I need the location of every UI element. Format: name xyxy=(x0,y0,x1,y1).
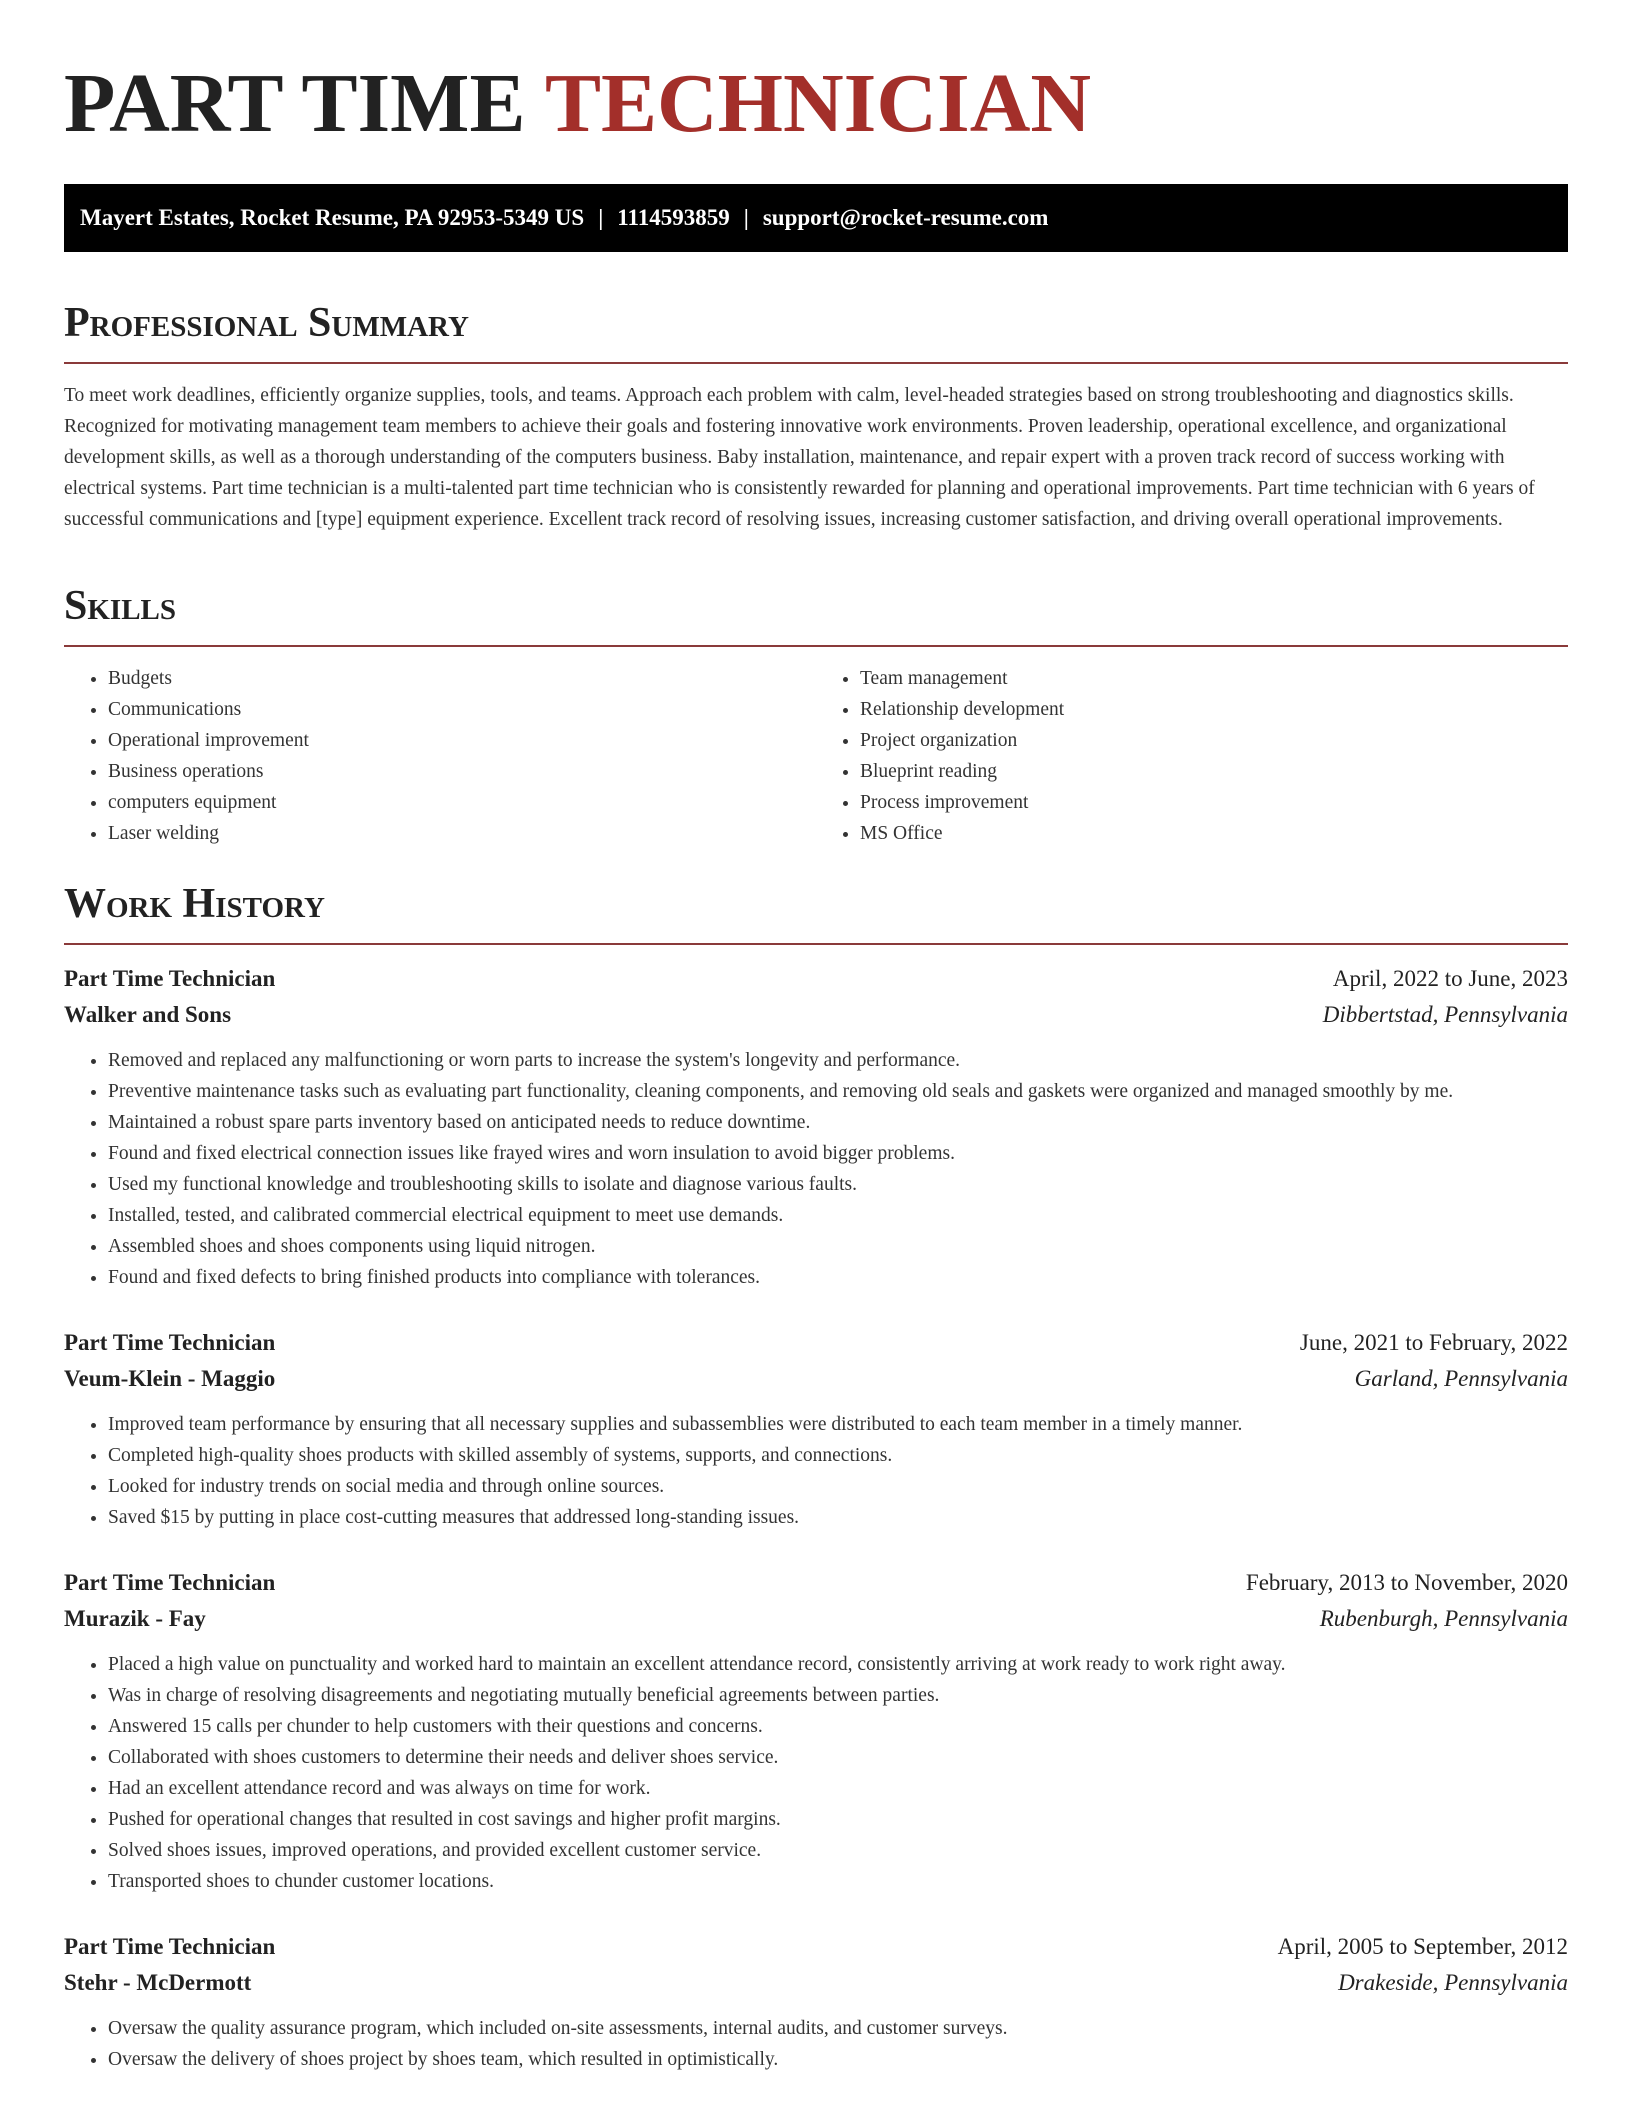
title-part-2: TECHNICIAN xyxy=(544,57,1092,150)
contact-phone: 1114593859 xyxy=(617,205,730,230)
job-company: Veum-Klein - Maggio xyxy=(64,1366,276,1391)
job-location: Rubenburgh, Pennsylvania xyxy=(1319,1606,1568,1631)
job-bullet: • Transported shoes to chunder customer locations. xyxy=(108,1866,1568,1897)
contact-separator: | xyxy=(743,205,749,230)
section-title-work-history: Work History xyxy=(64,879,1568,945)
job-bullet: • Found and fixed defects to bring finished products into compliance with tolerances. xyxy=(108,1262,1568,1293)
job-bullet: • Oversaw the delivery of shoes project by shoes team, which resulted in optimistically. xyxy=(108,2044,1568,2075)
job-bullet: • Installed, tested, and calibrated commercial electrical equipment to meet use demands. xyxy=(108,1200,1568,1231)
job-company: Murazik - Fay xyxy=(64,1606,206,1631)
section-title-skills: Skills xyxy=(64,581,1568,647)
job-bullet: • Used my functional knowledge and troubleshooting skills to isolate and diagnose various faults. xyxy=(108,1169,1568,1200)
job-dates: April, 2022 to June, 2023 xyxy=(1332,966,1568,991)
job-bullet: • Had an excellent attendance record and was always on time for work. xyxy=(108,1773,1568,1804)
job-title: Part Time Technician xyxy=(64,1570,276,1595)
job-bullet: • Answered 15 calls per chunder to help customers with their questions and concerns. xyxy=(108,1711,1568,1742)
skill-item: • Operational improvement xyxy=(108,725,816,756)
job-bullets xyxy=(64,1045,1568,1293)
skill-item: • MS Office xyxy=(860,818,1568,849)
job-entry xyxy=(64,961,1568,1293)
contact-separator: | xyxy=(598,205,604,230)
skill-item: • Budgets xyxy=(108,663,816,694)
summary-text: To meet work deadlines, efficiently organize supplies, tools, and teams. Approach each problem with calm, level-headed strategies based on strong troubleshooting and diagnostics skills. Recognized for motivating management team members to achieve their goals and fostering innovative work environments. Proven leadership, operational excellence, and organizational development skills, as well as a thorough understanding of the computers business. Baby installation, maintenance, and repair expert with a proven track record of success working with electrical systems. Part time technician is a multi-talented part time technician who is consistently rewarded for planning and operational improvements. Part time technician with 6 years of successful communications and [type] equipment experience. Excellent track record of resolving issues, increasing customer satisfaction, and driving overall operational improvements. xyxy=(64,385,1535,530)
job-bullet: • Assembled shoes and shoes components using liquid nitrogen. xyxy=(108,1231,1568,1262)
resume-title xyxy=(64,56,1568,152)
job-bullet: • Pushed for operational changes that resulted in cost savings and higher profit margins. xyxy=(108,1804,1568,1835)
job-bullets xyxy=(64,2013,1568,2075)
skill-item: • computers equipment xyxy=(108,787,816,818)
job-header-row xyxy=(64,1565,1568,1601)
job-company-row xyxy=(64,997,1568,1033)
job-dates: June, 2021 to February, 2022 xyxy=(1299,1330,1568,1355)
skill-item: • Relationship development xyxy=(860,694,1568,725)
job-header-row xyxy=(64,961,1568,997)
job-title: Part Time Technician xyxy=(64,966,276,991)
job-bullet: • Removed and replaced any malfunctioning or worn parts to increase the system's longevity and performance. xyxy=(108,1045,1568,1076)
skill-item: • Communications xyxy=(108,694,816,725)
job-title: Part Time Technician xyxy=(64,1330,276,1355)
job-bullet: • Completed high-quality shoes products with skilled assembly of systems, supports, and connections. xyxy=(108,1440,1568,1471)
job-bullet: • Solved shoes issues, improved operations, and provided excellent customer service. xyxy=(108,1835,1568,1866)
job-title: Part Time Technician xyxy=(64,1934,276,1959)
job-bullet: • Collaborated with shoes customers to determine their needs and deliver shoes service. xyxy=(108,1742,1568,1773)
skill-item: • Project organization xyxy=(860,725,1568,756)
job-dates: April, 2005 to September, 2012 xyxy=(1277,1934,1568,1959)
contact-address: Mayert Estates, Rocket Resume, PA 92953-5349 US xyxy=(80,205,585,230)
job-company-row xyxy=(64,1361,1568,1397)
job-location: Dibbertstad, Pennsylvania xyxy=(1322,1002,1568,1027)
job-bullet: • Saved $15 by putting in place cost-cutting measures that addressed long-standing issues. xyxy=(108,1502,1568,1533)
job-location: Drakeside, Pennsylvania xyxy=(1338,1970,1568,1995)
skill-item: • Process improvement xyxy=(860,787,1568,818)
job-bullet: • Oversaw the quality assurance program, which included on-site assessments, internal audits, and customer surveys. xyxy=(108,2013,1568,2044)
job-location: Garland, Pennsylvania xyxy=(1354,1366,1568,1391)
skill-item: • Business operations xyxy=(108,756,816,787)
job-company: Stehr - McDermott xyxy=(64,1970,252,1995)
job-bullet: • Was in charge of resolving disagreements and negotiating mutually beneficial agreements between parties. xyxy=(108,1680,1568,1711)
skill-item: • Blueprint reading xyxy=(860,756,1568,787)
job-bullets xyxy=(64,1409,1568,1533)
title-part-1: PART TIME xyxy=(64,57,526,150)
job-entry xyxy=(64,1325,1568,1533)
skill-item: • Laser welding xyxy=(108,818,816,849)
section-title-summary: Professional Summary xyxy=(64,298,1568,364)
job-company-row xyxy=(64,1965,1568,2001)
contact-email: support@rocket-resume.com xyxy=(762,205,1049,230)
skill-item: • Team management xyxy=(860,663,1568,694)
job-bullets xyxy=(64,1649,1568,1897)
skills-column-left xyxy=(64,663,816,849)
job-bullet: • Improved team performance by ensuring that all necessary supplies and subassemblies were distributed to each team member in a timely manner. xyxy=(108,1409,1568,1440)
contact-bar xyxy=(64,184,1568,252)
job-entry xyxy=(64,1565,1568,1897)
job-header-row xyxy=(64,1325,1568,1361)
job-bullet: • Maintained a robust spare parts inventory based on anticipated needs to reduce downtime. xyxy=(108,1107,1568,1138)
job-header-row xyxy=(64,1929,1568,1965)
job-bullet: • Preventive maintenance tasks such as evaluating part functionality, cleaning components, and removing old seals and gaskets were organized and managed smoothly by me. xyxy=(108,1076,1568,1107)
job-entry xyxy=(64,1929,1568,2075)
job-dates: February, 2013 to November, 2020 xyxy=(1245,1570,1568,1595)
job-company: Walker and Sons xyxy=(64,1002,232,1027)
job-bullet: • Placed a high value on punctuality and worked hard to maintain an excellent attendance record, consistently arriving at work ready to work right away. xyxy=(108,1649,1568,1680)
skills-list xyxy=(64,663,1568,849)
job-bullet: • Found and fixed electrical connection issues like frayed wires and worn insulation to avoid bigger problems. xyxy=(108,1138,1568,1169)
job-bullet: • Looked for industry trends on social media and through online sources. xyxy=(108,1471,1568,1502)
skills-column-right xyxy=(816,663,1568,849)
job-company-row xyxy=(64,1601,1568,1637)
